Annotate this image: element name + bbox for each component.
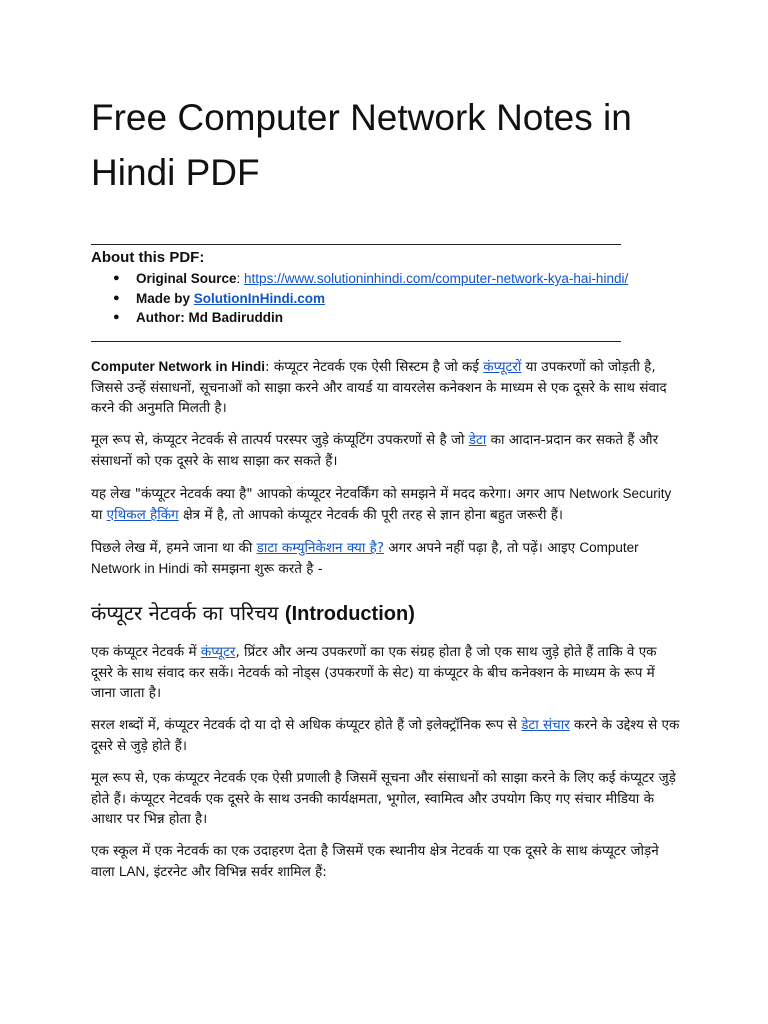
section-heading-hindi: कंप्यूटर नेटवर्क का परिचय	[91, 601, 279, 625]
document-title: Free Computer Network Notes in Hindi PDF	[91, 97, 632, 193]
paragraph-text: मूल रूप से, एक कंप्यूटर नेटवर्क एक ऐसी प्रणाली है जिसमें सूचना और संसाधनों को साझा करने के लिए कई कंप्यूटर जुड़े होते हैं। कंप्यूटर नेटवर्क एक दूसरे के साथ उनकी कार्यक्षमता, भूगोल, स्वामित्व और उपयोग किए गए संचार मीडिया के आधार पर भिन्न होता है।	[91, 770, 676, 827]
paragraph-text: Network Security	[569, 486, 672, 501]
link-computer[interactable]: कंप्यूटर	[200, 644, 236, 660]
bullet-icon: ●	[113, 272, 120, 284]
paragraph-text: : कंप्यूटर नेटवर्क एक ऐसी सिस्टम है जो कई	[265, 359, 484, 375]
about-list	[91, 269, 628, 328]
paragraph-school-example	[91, 841, 681, 882]
paragraph-text: , प्रिंटर और अन्य उपकरणों का एक संग्रह होता है जो एक साथ जुड़े होते हैं ताकि वे एक दूसरे के साथ संवाद कर सकें। नेटवर्क को नोड्स (उपकरणों के सेट) या कंप्यूटर के बीच कनेक्शन के माध्यम के रूप में जाना जाता है।	[91, 644, 657, 701]
source-label: Original Source	[136, 271, 237, 286]
paragraph-definition	[91, 642, 681, 704]
paragraph-text: करने के उद्देश्य से एक दूसरे से जुड़े होते हैं।	[91, 717, 680, 754]
paragraph-lead: Computer Network in Hindi	[91, 359, 266, 374]
paragraph-text: एक कंप्यूटर नेटवर्क में	[91, 644, 201, 660]
made-by-label: Made by	[136, 290, 191, 306]
paragraph-text: एक स्कूल में एक नेटवर्क का एक उदाहरण देता है जिसमें एक स्थानीय क्षेत्र नेटवर्क या एक दूसरे के साथ कंप्यूटर जोड़ने वाला	[91, 843, 659, 880]
about-heading: About this PDF:	[91, 249, 205, 266]
paragraph-text: LAN	[118, 863, 146, 879]
paragraph-text: यह लेख "कंप्यूटर नेटवर्क क्या है" आपको कंप्यूटर नेटवर्किंग को समझने में मदद करेगा। अगर आप	[91, 486, 570, 502]
link-data-communication[interactable]: डाटा कम्युनिकेशन क्या है?	[256, 540, 385, 556]
paragraph-previous-article	[91, 538, 681, 579]
paragraph-simple-words	[91, 715, 681, 756]
source-separator: :	[236, 271, 245, 286]
about-item-author	[91, 308, 628, 328]
paragraph-intro	[91, 357, 681, 419]
link-computers[interactable]: कंप्यूटरों	[483, 359, 522, 375]
section-heading	[91, 598, 415, 629]
author-label: Author: Md Badiruddin	[136, 310, 283, 325]
about-item-source	[91, 269, 628, 289]
paragraph-text: अगर अपने नहीं पढ़ा है, तो पढ़ें। आइए	[384, 540, 580, 556]
paragraph-text: Computer Network in Hindi	[91, 540, 639, 576]
paragraph-text: सरल शब्दों में, कंप्यूटर नेटवर्क दो या दो से अधिक कंप्यूटर होते हैं जो इलेक्ट्रॉनिक रूप से	[91, 717, 522, 733]
paragraph-text: , इंटरनेट और विभिन्न सर्वर शामिल हैं:	[145, 863, 327, 880]
paragraph-text: को समझना शुरू करते है -	[189, 560, 323, 577]
paragraph-text: का आदान-प्रदान कर सकते हैं और संसाधनों को एक दूसरे के साथ साझा कर सकते हैं।	[91, 432, 659, 469]
link-data[interactable]: डेटा	[468, 432, 487, 448]
horizontal-divider	[91, 244, 621, 245]
paragraph-text: या	[91, 506, 107, 523]
bullet-icon: ●	[113, 311, 120, 323]
made-by-link[interactable]: SolutionInHindi.com	[193, 290, 326, 306]
paragraph-text: पिछले लेख में, हमने जाना था की	[91, 540, 257, 556]
paragraph-system	[91, 768, 681, 830]
paragraph-text: या उपकरणों को जोड़ती है, जिससे उन्हें संसाधनों, सूचनाओं को साझा करने और वायर्ड या वायरलेस कनेक्शन के माध्यम से एक दूसरे के साथ संवाद करने की अनुमति मिलती है।	[91, 359, 667, 416]
paragraph-text: क्षेत्र में है, तो आपको कंप्यूटर नेटवर्क की पूरी तरह से ज्ञान होना बहुत जरूरी हैं।	[178, 506, 564, 523]
paragraph-article-purpose	[91, 484, 681, 525]
source-link[interactable]: https://www.solutioninhindi.com/computer-network-kya-hai-hindi/	[244, 271, 629, 286]
link-data-transmission[interactable]: डेटा संचार	[521, 717, 570, 733]
link-ethical-hacking[interactable]: एथिकल हैकिंग	[106, 506, 179, 523]
horizontal-divider	[91, 341, 621, 342]
paragraph-basic-meaning	[91, 430, 681, 471]
about-item-made-by	[91, 289, 628, 309]
bullet-icon: ●	[113, 291, 120, 304]
paragraph-text: मूल रूप से, कंप्यूटर नेटवर्क से तात्पर्य परस्पर जुड़े कंप्यूटिंग उपकरणों से है जो	[91, 432, 469, 448]
section-heading-english: (Introduction)	[284, 603, 415, 625]
